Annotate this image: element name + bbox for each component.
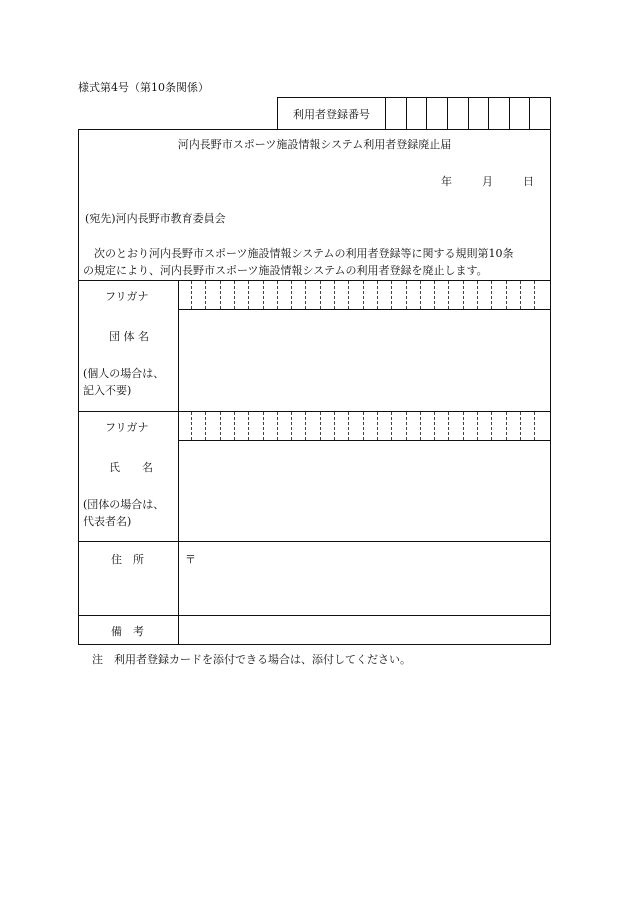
date-month: 月 — [482, 175, 493, 188]
document-title: 河内長野市スポーツ施設情報システム利用者登録廃止届 — [177, 138, 452, 151]
body-text — [83, 245, 546, 279]
furigana-char-divider — [448, 412, 449, 440]
furigana-char-divider — [534, 412, 535, 440]
footnote: 注 利用者登録カードを添付できる場合は、添付してください。 — [92, 653, 411, 666]
furigana-char-divider — [334, 281, 335, 309]
furigana-char-divider — [391, 412, 392, 440]
registration-number-cell[interactable] — [489, 98, 510, 129]
furigana-char-divider — [263, 281, 264, 309]
furigana-char-divider — [391, 281, 392, 309]
furigana-char-divider — [191, 281, 192, 309]
registration-number-cell[interactable] — [407, 98, 428, 129]
furigana-char-divider — [234, 412, 235, 440]
furigana-char-divider — [291, 281, 292, 309]
body-line-1: 次のとおり河内長野市スポーツ施設情報システムの利用者登録等に関する規則第10条 — [94, 247, 514, 260]
addressee: (宛先)河内長野市教育委員会 — [85, 212, 226, 225]
furigana-char-divider — [463, 412, 464, 440]
furigana-char-divider — [234, 281, 235, 309]
furigana-char-divider — [506, 412, 507, 440]
furigana-char-divider — [406, 281, 407, 309]
furigana-char-divider — [277, 281, 278, 309]
furigana-char-divider — [191, 412, 192, 440]
furigana-char-divider — [305, 412, 306, 440]
furigana-char-divider — [463, 281, 464, 309]
group-name-field[interactable] — [179, 310, 550, 410]
furigana-char-divider — [220, 412, 221, 440]
group-furigana-field[interactable] — [179, 281, 550, 309]
registration-number-box — [277, 97, 551, 129]
furigana-char-divider — [348, 281, 349, 309]
furigana-char-divider — [520, 412, 521, 440]
registration-number-cell[interactable] — [510, 98, 531, 129]
furigana-char-divider — [534, 281, 535, 309]
body-line-2: の規定により、河内長野市スポーツ施設情報システムの利用者登録を廃止します。 — [83, 264, 488, 277]
furigana-char-divider — [434, 412, 435, 440]
registration-number-cell[interactable] — [427, 98, 448, 129]
furigana-char-divider — [477, 281, 478, 309]
furigana-char-divider — [363, 281, 364, 309]
date-year: 年 — [441, 175, 452, 188]
registration-number-cell[interactable] — [448, 98, 469, 129]
registration-number-label: 利用者登録番号 — [278, 98, 386, 129]
furigana-char-divider — [477, 412, 478, 440]
furigana-char-divider — [291, 412, 292, 440]
furigana-char-divider — [248, 281, 249, 309]
form-number-label: 様式第4号（第10条関係） — [78, 81, 209, 94]
person-furigana-field[interactable] — [179, 412, 550, 440]
furigana-char-divider — [491, 412, 492, 440]
furigana-char-divider — [520, 281, 521, 309]
group-note-line-1: (個人の場合は、 — [83, 367, 165, 380]
remarks-field[interactable] — [179, 616, 550, 643]
furigana-char-divider — [377, 281, 378, 309]
furigana-char-divider — [205, 412, 206, 440]
group-name-label: 団 体 名 — [109, 330, 149, 343]
registration-number-cell[interactable] — [386, 98, 407, 129]
form-frame — [78, 129, 551, 645]
remarks-label: 備 考 — [111, 625, 144, 638]
person-note-line-2: 代表者名) — [83, 515, 132, 528]
person-note-line-1: (団体の場合は、 — [83, 498, 165, 511]
group-note-line-2: 記入不要) — [83, 384, 132, 397]
furigana-char-divider — [377, 412, 378, 440]
registration-number-cells — [386, 98, 550, 129]
furigana-char-divider — [506, 281, 507, 309]
furigana-char-divider — [434, 281, 435, 309]
postal-mark: 〒 — [185, 553, 196, 566]
furigana-char-divider — [220, 281, 221, 309]
group-furigana-label: フリガナ — [105, 290, 149, 303]
furigana-char-divider — [348, 412, 349, 440]
furigana-char-divider — [363, 412, 364, 440]
furigana-char-divider — [406, 412, 407, 440]
furigana-char-divider — [334, 412, 335, 440]
address-field[interactable] — [179, 542, 550, 614]
furigana-char-divider — [263, 412, 264, 440]
furigana-char-divider — [205, 281, 206, 309]
furigana-char-divider — [491, 281, 492, 309]
furigana-char-divider — [305, 281, 306, 309]
furigana-char-divider — [448, 281, 449, 309]
person-name-field[interactable] — [179, 441, 550, 540]
date-day: 日 — [523, 175, 534, 188]
furigana-char-divider — [320, 412, 321, 440]
furigana-char-divider — [277, 412, 278, 440]
address-label: 住 所 — [111, 553, 144, 566]
furigana-char-divider — [420, 281, 421, 309]
furigana-char-divider — [248, 412, 249, 440]
person-furigana-label: フリガナ — [105, 421, 149, 434]
person-name-label: 氏 名 — [109, 461, 153, 474]
registration-number-cell[interactable] — [469, 98, 490, 129]
registration-number-cell[interactable] — [530, 98, 550, 129]
furigana-char-divider — [320, 281, 321, 309]
furigana-char-divider — [420, 412, 421, 440]
date-line — [441, 173, 534, 189]
